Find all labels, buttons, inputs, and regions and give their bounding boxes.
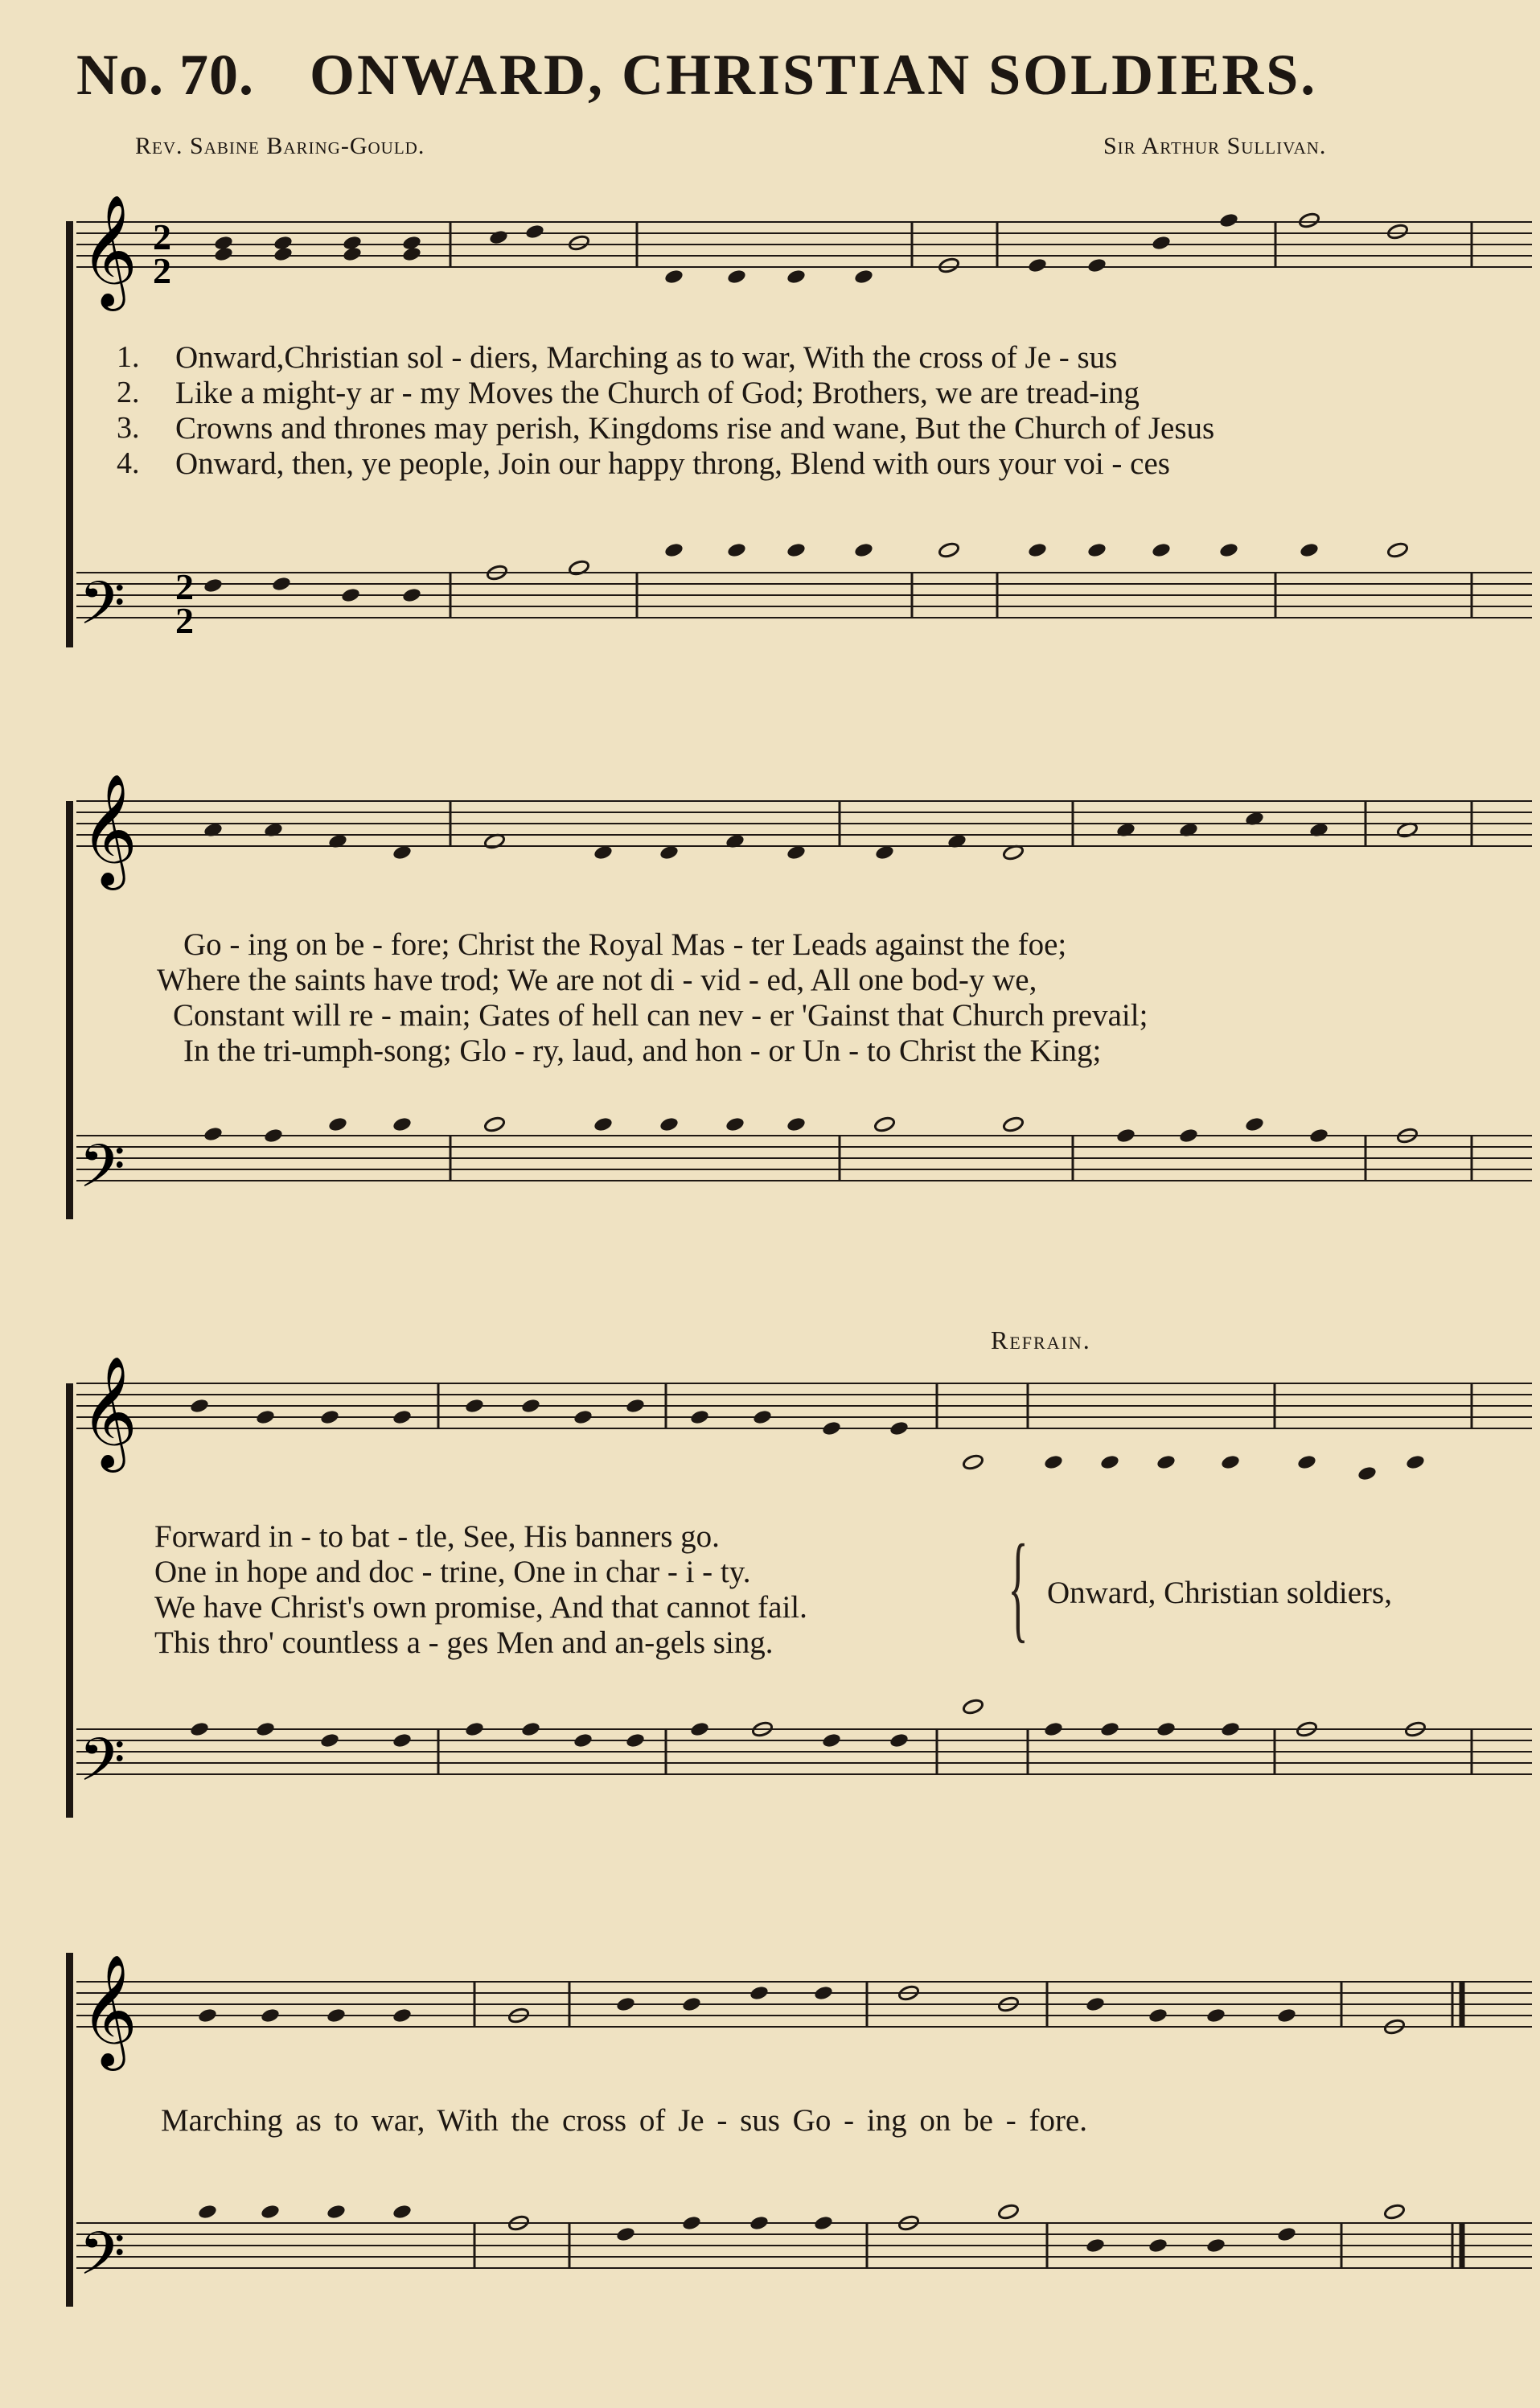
hymn-title: ONWARD, CHRISTIAN SOLDIERS. <box>310 43 1318 107</box>
verse-number: 2. <box>117 376 140 409</box>
refrain-line-1: Onward, Christian soldiers, <box>1047 1576 1392 1610</box>
refrain-label: Refrain. <box>991 1325 1091 1354</box>
svg-text:𝄢: 𝄢 <box>79 1132 125 1216</box>
svg-text:2: 2 <box>175 600 194 641</box>
verse-number: 1. <box>117 340 140 374</box>
lyric-line: Crowns and thrones may perish, Kingdoms rise and wane, But the Church of Jesus <box>175 411 1215 446</box>
svg-text:2: 2 <box>153 250 171 291</box>
lyric-line: Where the saints have trod; We are not di - vid - ed, All one bod-y we, <box>157 963 1037 997</box>
verse-number: 3. <box>117 411 140 445</box>
verse-brace: { <box>1008 1520 1029 1654</box>
refrain-line-2: Marching as to war, With the cross of Je - sus Go - ing on be - fore. <box>161 2103 1087 2138</box>
lyric-line: In the tri-umph-song; Glo - ry, laud, and hon - or Un - to Christ the King; <box>183 1033 1102 1068</box>
svg-text:𝄞: 𝄞 <box>80 195 138 306</box>
svg-text:𝄢: 𝄢 <box>79 1725 125 1810</box>
svg-text:𝄞: 𝄞 <box>80 774 138 886</box>
svg-text:𝄞: 𝄞 <box>80 1954 138 2066</box>
lyric-line: One in hope and doc - trine, One in char - i - ty. <box>154 1555 751 1589</box>
lyric-line: Forward in - to bat - tle, See, His banners go. <box>154 1519 720 1554</box>
lyric-line: Onward,Christian sol - diers, Marching as to war, With the cross of Je - sus <box>175 340 1118 375</box>
hymn-number: No. 70. <box>76 43 254 107</box>
svg-text:𝄢: 𝄢 <box>79 569 125 653</box>
svg-text:𝄞: 𝄞 <box>80 1356 138 1468</box>
lyric-line: Go - ing on be - fore; Christ the Royal Mas - ter Leads against the foe; <box>183 927 1067 962</box>
lyric-line: Constant will re - main; Gates of hell can nev - er 'Gainst that Church prevail; <box>173 998 1148 1033</box>
svg-text:2: 2 <box>153 216 171 257</box>
lyric-line: This thro' countless a - ges Men and an-gels sing. <box>154 1625 774 1660</box>
lyric-line: Like a might-y ar - my Moves the Church of God; Brothers, we are tread-ing <box>175 376 1140 410</box>
composer-credit: Sir Arthur Sullivan. <box>1103 133 1327 159</box>
svg-text:𝄢: 𝄢 <box>79 2219 125 2303</box>
verse-number: 4. <box>117 446 140 480</box>
lyric-line: We have Christ's own promise, And that cannot fail. <box>154 1590 807 1625</box>
lyric-line: Onward, then, ye people, Join our happy throng, Blend with ours your voi - ces <box>175 446 1170 481</box>
svg-text:2: 2 <box>175 566 194 607</box>
author-credit: Rev. Sabine Baring-Gould. <box>135 133 425 159</box>
